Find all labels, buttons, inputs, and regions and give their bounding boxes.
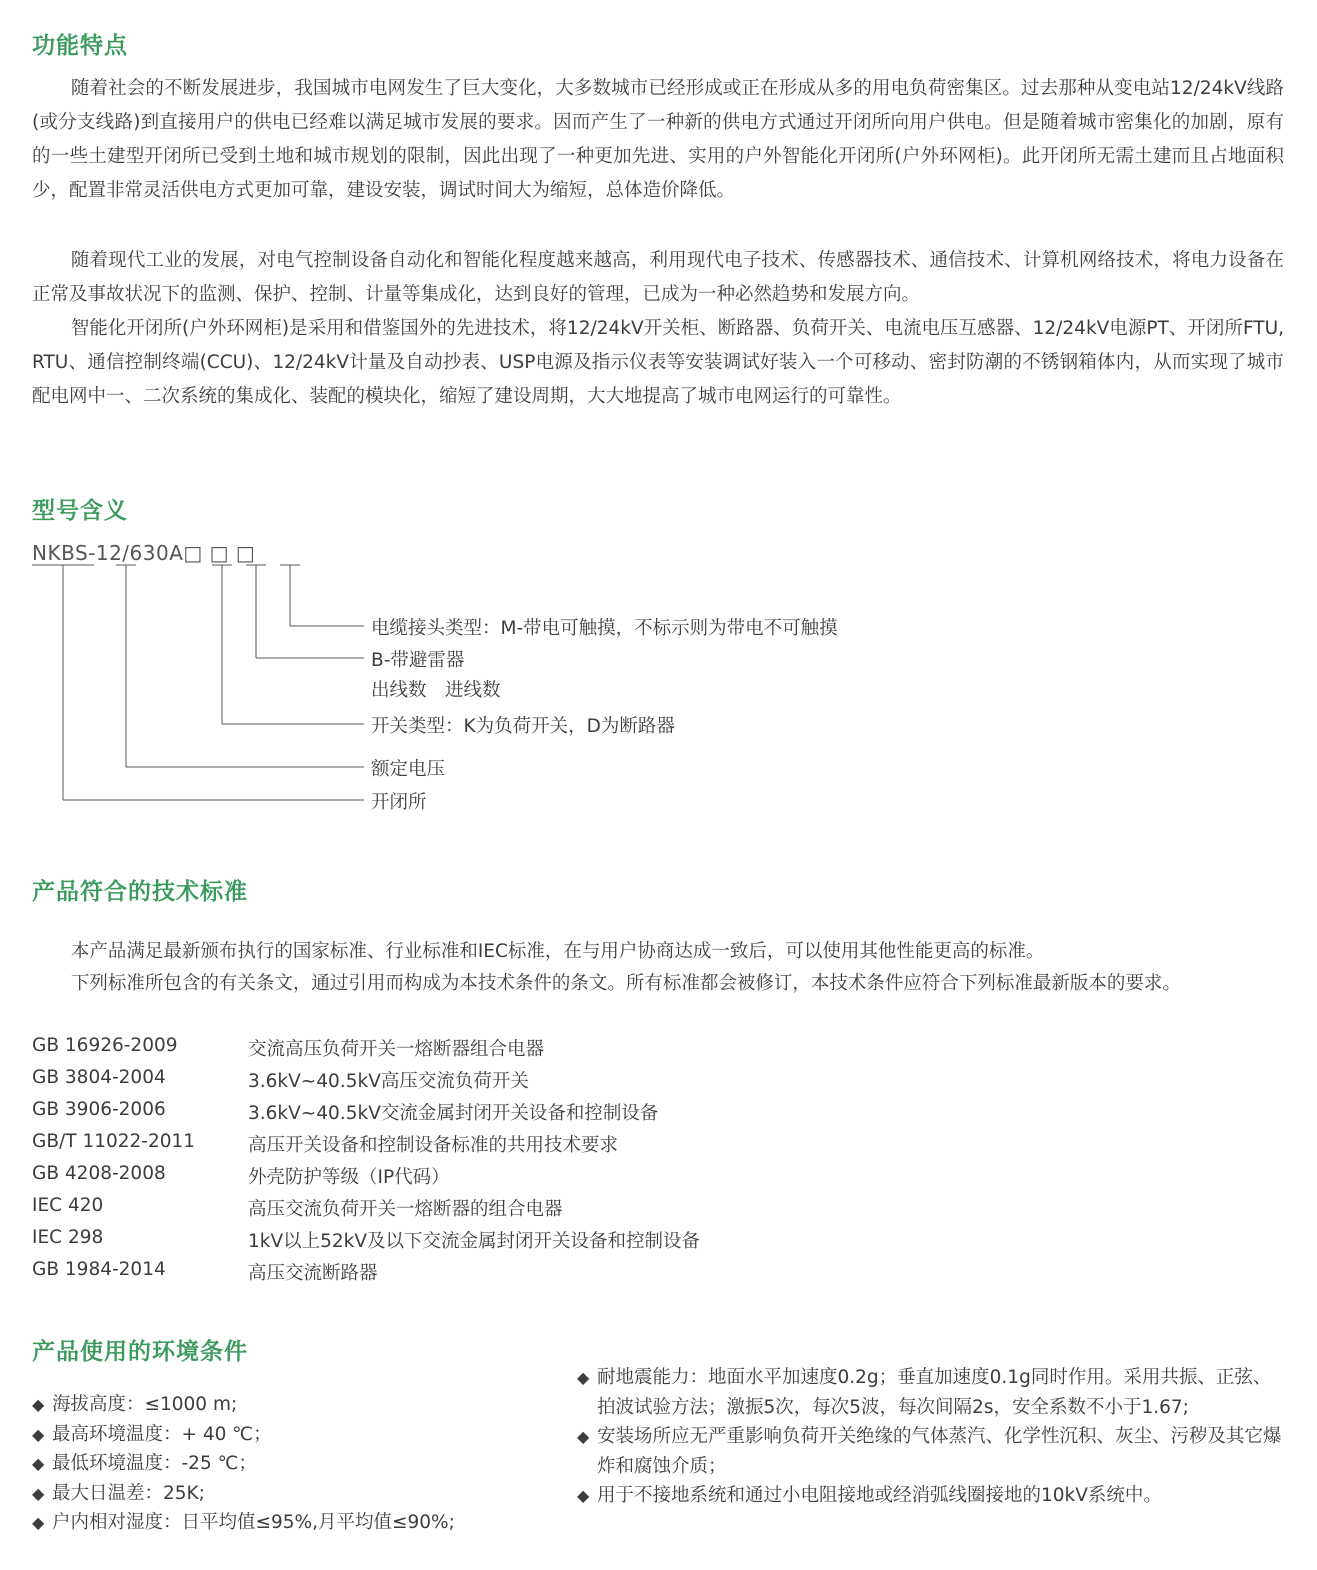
environment-list-right: [577, 1363, 1282, 1511]
list-item: ◆ 最大日温差：25K;: [32, 1479, 552, 1509]
standard-desc: 高压交流负荷开关一熔断器的组合电器: [248, 1199, 563, 1220]
standard-row: [32, 1131, 932, 1163]
features-paragraph-3: 智能化开闭所(户外环网柜)是采用和借鉴国外的先进技术，将12/24kV开关柜、断路器、负荷开关、电流电压互感器、12/24kV电源PT、开闭所FTU, RTU、通信控制终端(CCU)、12/24kV计量及自动抄表、USP电源及指示仪表等安装调试好装入一个可移动、密封防潮的不锈钢箱体内，从而实现了城市配电网中一、二次系统的集成化、装配的模块化，缩短了建设周期，大大地提高了城市电网运行的可靠性。: [32, 318, 1284, 407]
standard-desc: 3.6kV~40.5kV高压交流负荷开关: [248, 1071, 529, 1092]
model-breakdown-diagram: [0, 560, 400, 810]
section-title-features: 功能特点: [32, 33, 128, 59]
standard-code: GB 3804-2004: [32, 1067, 166, 1088]
diamond-bullet-icon: ◆: [32, 1483, 45, 1503]
list-item: ◆ 用于不接地系统和通过小电阻接地或经消弧线圈接地的10kV系统中。: [577, 1481, 1282, 1511]
list-item: ◆ 最低环境温度：-25 ℃；: [32, 1449, 552, 1479]
list-item: ◆ 最高环境温度：+ 40 ℃；: [32, 1420, 552, 1450]
features-paragraph-1: 随着社会的不断发展进步，我国城市电网发生了巨大变化，大多数城市已经形成或正在形成从多的用电负荷密集区。过去那种从变电站12/24kV线路(或分支线路)到直接用户的供电已经难以满足城市发展的要求。因而产生了一种新的供电方式通过开闭所向用户供电。但是随着城市密集化的加剧，原有的一些土建型开闭所已受到土地和城市规划的限制，因此出现了一种更加先进、实用的户外智能化开闭所(户外环网柜)。此开闭所无需土建而且占地面积少，配置非常灵活供电方式更加可靠，建设安装，调试时间大为缩短，总体造价降低。: [32, 78, 1284, 201]
list-item: ◆ 安装场所应无严重影响负荷开关绝缘的气体蒸汽、化学性沉积、灰尘、污秽及其它爆炸和腐蚀介质；: [577, 1422, 1282, 1481]
label-arrester: B-带避雷器: [371, 650, 465, 671]
standard-code: GB 16926-2009: [32, 1035, 178, 1056]
standard-row: [32, 1035, 932, 1067]
standard-desc: 外壳防护等级（IP代码）: [248, 1167, 450, 1188]
list-item: ◆ 户内相对湿度：日平均值≤95%,月平均值≤90%;: [32, 1508, 552, 1538]
section-title-model: 型号含义: [32, 498, 128, 524]
standard-row: [32, 1227, 932, 1259]
standard-desc: 交流高压负荷开关一熔断器组合电器: [248, 1039, 545, 1060]
diamond-bullet-icon: ◆: [32, 1454, 45, 1473]
standard-row: [32, 1099, 932, 1131]
label-rated-voltage: 额定电压: [371, 759, 446, 780]
environment-list-left: [32, 1390, 552, 1538]
diamond-bullet-icon: ◆: [577, 1486, 590, 1505]
label-switch-type: 开关类型：K为负荷开关，D为断路器: [371, 716, 675, 737]
section-title-standards: 产品符合的技术标准: [32, 879, 248, 905]
standard-code: IEC 420: [32, 1195, 104, 1216]
standard-code: GB 3906-2006: [32, 1099, 166, 1120]
standards-paragraph-2: 下列标准所包含的有关条文，通过引用而构成为本技术条件的条文。所有标准都会被修订，本技术条件应符合下列标准最新版本的要求。: [70, 973, 1181, 994]
standard-desc: 1kV以上52kV及以下交流金属封闭开关设备和控制设备: [248, 1231, 701, 1252]
standard-row: [32, 1259, 932, 1291]
standard-desc: 高压开关设备和控制设备标准的共用技术要求: [248, 1135, 619, 1156]
standard-row: [32, 1067, 932, 1099]
standard-row: [32, 1195, 932, 1227]
standard-desc: 高压交流断路器: [248, 1263, 378, 1284]
section-title-environment: 产品使用的环境条件: [32, 1339, 248, 1365]
model-code: NKBS-12/630A□ □ □: [32, 541, 256, 565]
diamond-bullet-icon: ◆: [32, 1424, 45, 1444]
standard-code: GB 4208-2008: [32, 1163, 166, 1184]
diamond-bullet-icon: ◆: [577, 1427, 590, 1446]
list-item: ◆ 海拔高度：≤1000 m;: [32, 1390, 552, 1420]
features-paragraph-2: 随着现代工业的发展，对电气控制设备自动化和智能化程度越来越高，利用现代电子技术、传感器技术、通信技术、计算机网络技术，将电力设备在正常及事故状况下的监测、保护、控制、计量等集成化，达到良好的管理，已成为一种必然趋势和发展方向。: [32, 250, 1284, 305]
label-cable-type: 电缆接头类型：M-带电可触摸，不标示则为带电不可触摸: [371, 618, 838, 639]
standard-desc: 3.6kV~40.5kV交流金属封闭开关设备和控制设备: [248, 1103, 659, 1124]
diamond-bullet-icon: ◆: [32, 1395, 45, 1414]
standard-row: [32, 1163, 932, 1195]
list-item: ◆ 耐地震能力：地面水平加速度0.2g；垂直加速度0.1g同时作用。采用共振、正弦、拍波试验方法；激振5次，每次5波，每次间隔2s，安全系数不小于1.67;: [577, 1363, 1282, 1422]
diamond-bullet-icon: ◆: [32, 1513, 45, 1532]
standard-code: IEC 298: [32, 1227, 104, 1248]
label-station: 开闭所: [371, 792, 427, 813]
label-lines: 出线数 进线数: [371, 680, 501, 701]
standard-code: GB/T 11022-2011: [32, 1131, 196, 1152]
standards-paragraph-1: 本产品满足最新颁布执行的国家标准、行业标准和IEC标准，在与用户协商达成一致后，可以使用其他性能更高的标准。: [70, 941, 1045, 962]
standard-code: GB 1984-2014: [32, 1259, 166, 1280]
diamond-bullet-icon: ◆: [577, 1368, 590, 1387]
